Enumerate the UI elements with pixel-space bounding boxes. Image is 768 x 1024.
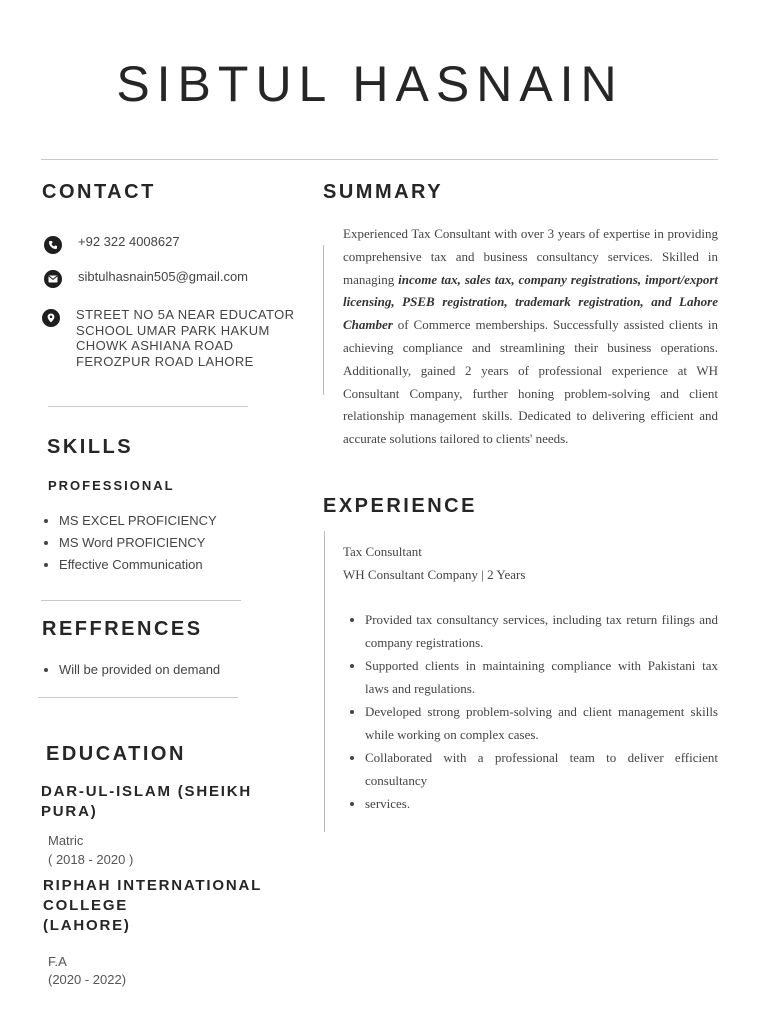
phone-icon	[44, 236, 62, 254]
job-company: WH Consultant Company | 2 Years	[343, 567, 526, 582]
references-heading: REFFRENCES	[42, 618, 203, 640]
contact-email[interactable]: sibtulhasnain505@gmail.com	[78, 269, 249, 284]
contact-address: STREET NO 5A NEAR EDUCATOR SCHOOL UMAR PARK HAKUM CHOWK ASHIANA ROAD FEROZPUR ROAD LAHORE	[76, 307, 295, 369]
header-divider	[41, 159, 718, 160]
experience-bullet: • services.	[365, 792, 718, 815]
contact-phone[interactable]: +92 322 4008627	[78, 234, 180, 249]
experience-bullet: • Developed strong problem-solving and client management skills while working on complex cases.	[365, 700, 718, 746]
summary-text-emphasis: income tax, sales tax, company registrations, import/export licensing, PSEB registration, trademark registration, and Lahore Chamber	[343, 271, 719, 333]
job-title: Tax Consultant	[343, 544, 422, 559]
skills-list	[41, 513, 299, 579]
experience-bullets	[343, 608, 718, 815]
contact-heading: CONTACT	[42, 181, 156, 203]
skills-divider	[41, 600, 241, 601]
references-list	[41, 662, 299, 684]
education-school-line: (LAHORE)	[43, 917, 131, 934]
skill-item: • MS EXCEL PROFICIENCY	[59, 513, 299, 528]
summary-text	[343, 223, 718, 451]
summary-text-part: Experienced Tax Consultant with over 3 years of expertise in providing comprehensive tax and business consultancy services. Skilled in managing	[343, 226, 718, 287]
location-pin-icon	[42, 309, 60, 327]
education-school	[43, 876, 303, 936]
experience-heading: EXPERIENCE	[323, 495, 477, 517]
education-school-line: COLLEGE	[43, 897, 129, 914]
experience-bullet: • Provided tax consultancy services, including tax return filings and company registrations.	[365, 608, 718, 654]
education-school-line: DAR-UL-ISLAM (SHEIKH	[41, 783, 252, 800]
education-school-line: RIPHAH INTERNATIONAL	[43, 877, 263, 894]
education-heading: EDUCATION	[46, 743, 186, 765]
contact-divider	[48, 406, 248, 407]
skills-heading: SKILLS	[47, 436, 134, 458]
education-school-line: PURA)	[41, 803, 98, 820]
reference-item: • Will be provided on demand	[59, 662, 299, 677]
education-school	[41, 782, 291, 822]
skill-item: • MS Word PROFICIENCY	[59, 535, 299, 550]
skills-subheading: PROFESSIONAL	[48, 478, 175, 493]
experience-vertical-rule	[324, 531, 325, 832]
references-divider	[38, 697, 238, 698]
education-years: (2020 - 2022)	[48, 972, 127, 987]
education-degree: F.A	[48, 954, 67, 969]
education-degree: Matric	[48, 833, 84, 848]
summary-vertical-rule	[323, 245, 324, 395]
experience-bullet: • Supported clients in maintaining compliance with Pakistani tax laws and regulations.	[365, 654, 718, 700]
education-years: ( 2018 - 2020 )	[48, 852, 134, 867]
email-icon	[44, 270, 62, 288]
experience-bullet: • Collaborated with a professional team to deliver efficient consultancy	[365, 746, 718, 792]
resume-name: SIBTUL HASNAIN	[116, 56, 624, 112]
summary-heading: SUMMARY	[323, 181, 444, 203]
summary-text-part: of Commerce memberships. Successfully assisted clients in achieving compliance and streamlining their business operations. Additionally, gained 2 years of professional experience at WH Consultant Company, further honing problem-solving and client relationship management skills. Dedicated to delivering efficient and accurate solutions tailored to clients' needs.	[343, 317, 718, 447]
skill-item: • Effective Communication	[59, 557, 299, 572]
